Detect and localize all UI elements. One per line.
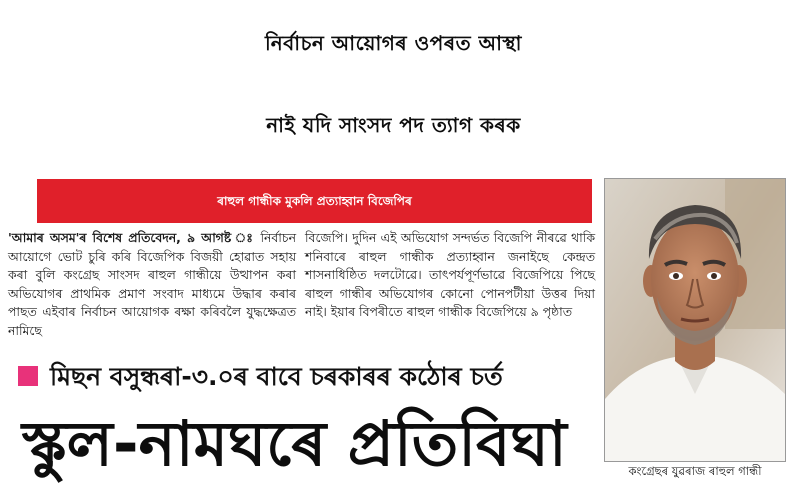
portrait-illustration — [605, 179, 785, 461]
red-banner-strapline: ৰাহুল গান্ধীক মুকলি প্ৰত্যাহ্বান বিজেপিৰ — [37, 179, 592, 223]
article-column-2 — [305, 229, 595, 322]
lower-headline: স্কুল-নামঘৰে প্ৰতিবিঘা — [22, 407, 567, 480]
bullet-square-icon — [18, 366, 38, 386]
article-column-1-text: নিৰ্বাচন আয়োগে ভোট চুৰি কৰি বিজেপিক বিজয়ী হোৱাত সহায় কৰা বুলি কংগ্ৰেছ সাংসদ ৰাহুল গান্ধীয়ে উত্থাপন কৰা অভিযোগৰ প্ৰাথমিক প্ৰমাণ সংবাদ মাধ্যমে উদ্ধাৰ কৰাৰ পাছত এইবাৰ নিৰ্বাচন আয়োগক ৰক্ষা কৰিবলৈ যুদ্ধক্ষেত্ৰত নামিছে — [8, 230, 296, 338]
headline-line-2: নাই যদি সাংসদ পদ ত্যাগ কৰক — [266, 113, 521, 137]
headline-line-1: নিৰ্বাচন আয়োগৰ ওপৰত আস্থা — [265, 31, 522, 55]
secondary-headline-text: মিছন বসুন্ধৰা-৩.০ৰ বাবে চৰকাৰৰ কঠোৰ চৰ্ত — [50, 362, 503, 391]
photo-caption: কংগ্ৰেছৰ যুৱৰাজ ৰাহুল গান্ধী — [628, 464, 762, 478]
article-column-2-text: বিজেপি। দুদিন এই অভিযোগ সন্দৰ্ভত বিজেপি নীৰৱে থাকি শনিবাৰে ৰাহুল গান্ধীক প্ৰত্যাহ্বান জনাইছে কেন্দ্ৰত শাসনাধিষ্ঠিত দলটোৱে। তাৎপৰ্যপূৰ্ণভাৱে বিজেপিয়ে পিছে ৰাহুল গান্ধীৰ অভিযোগৰ কোনো পোনপটীয়া উত্তৰ দিয়া নাই। ইয়াৰ বিপৰীতে ৰাহুল গান্ধীক বিজেপিয়ে ৯ পৃষ্ঠাত — [305, 230, 595, 319]
article-kicker: 'আমাৰ অসম'ৰ বিশেষ প্ৰতিবেদন, ৯ আগষ্ট ঃ — [8, 230, 255, 245]
rahul-gandhi-photo — [604, 178, 786, 462]
secondary-headline — [18, 361, 503, 393]
article-column-1 — [8, 229, 296, 340]
